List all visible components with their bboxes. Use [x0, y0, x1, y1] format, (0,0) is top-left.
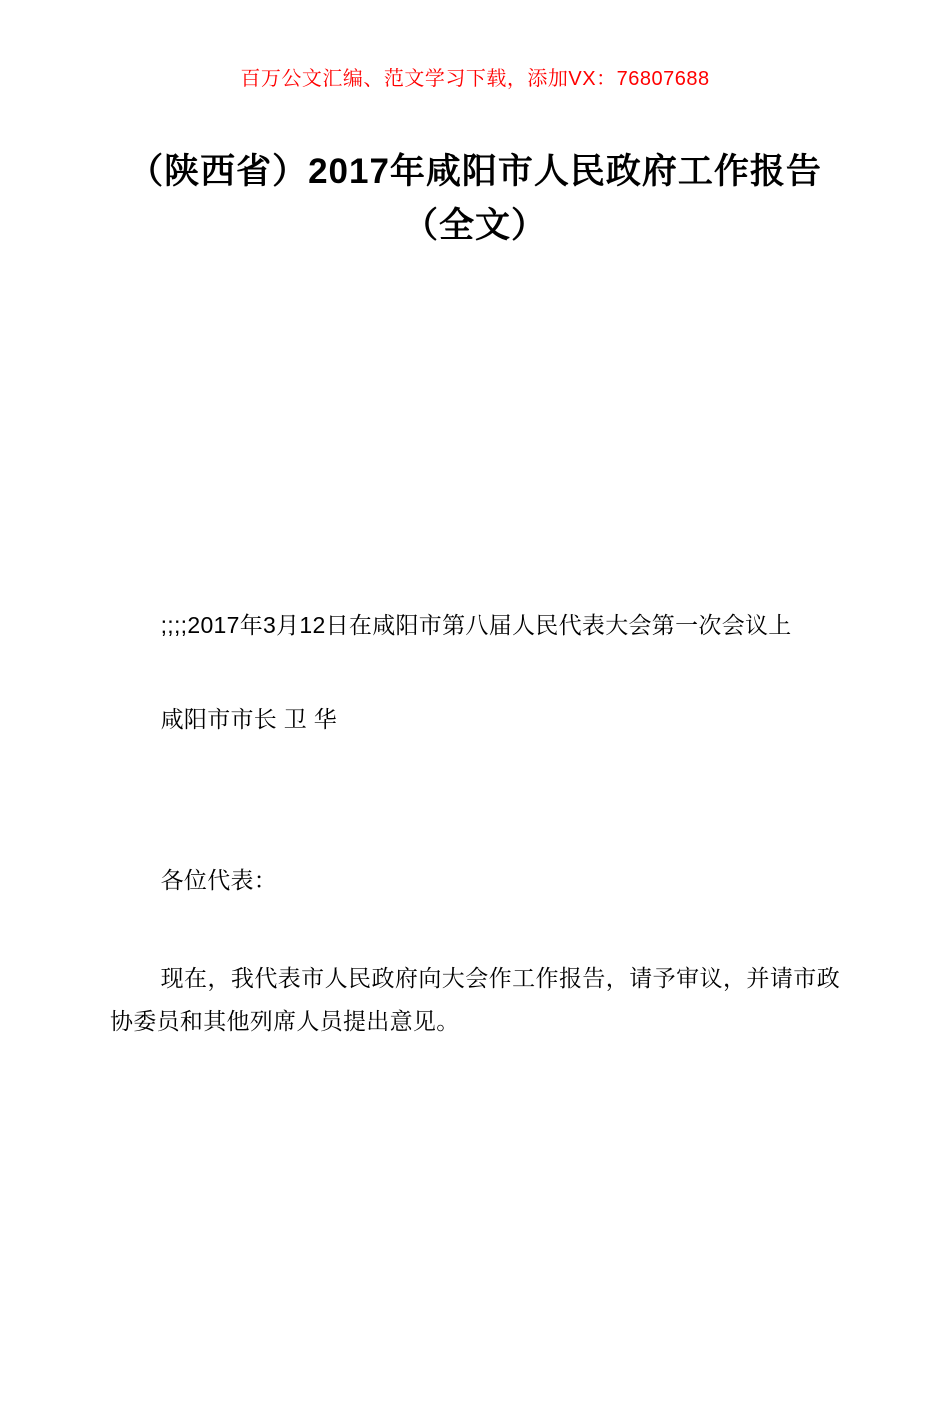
page-title: （陕西省）2017年咸阳市人民政府工作报告（全文） — [128, 152, 822, 246]
meeting-info-line: ;;;;2017年3月12日在咸阳市第八届人民代表大会第一次会议上 — [160, 611, 792, 638]
speaker-line: 咸阳市市长 卫 华 — [160, 706, 338, 733]
title-body-spacer — [110, 254, 840, 604]
watermark-text: 百万公文汇编、范文学习下载，添加VX：76807688 — [240, 68, 710, 90]
body-paragraph: 现在，我代表市人民政府向大会作工作报告，请予审议，并请市政协委员和其他列席人员提出意见。 — [110, 965, 840, 1034]
document-page — [0, 62, 950, 1406]
salutation-line: 各位代表： — [160, 866, 278, 893]
